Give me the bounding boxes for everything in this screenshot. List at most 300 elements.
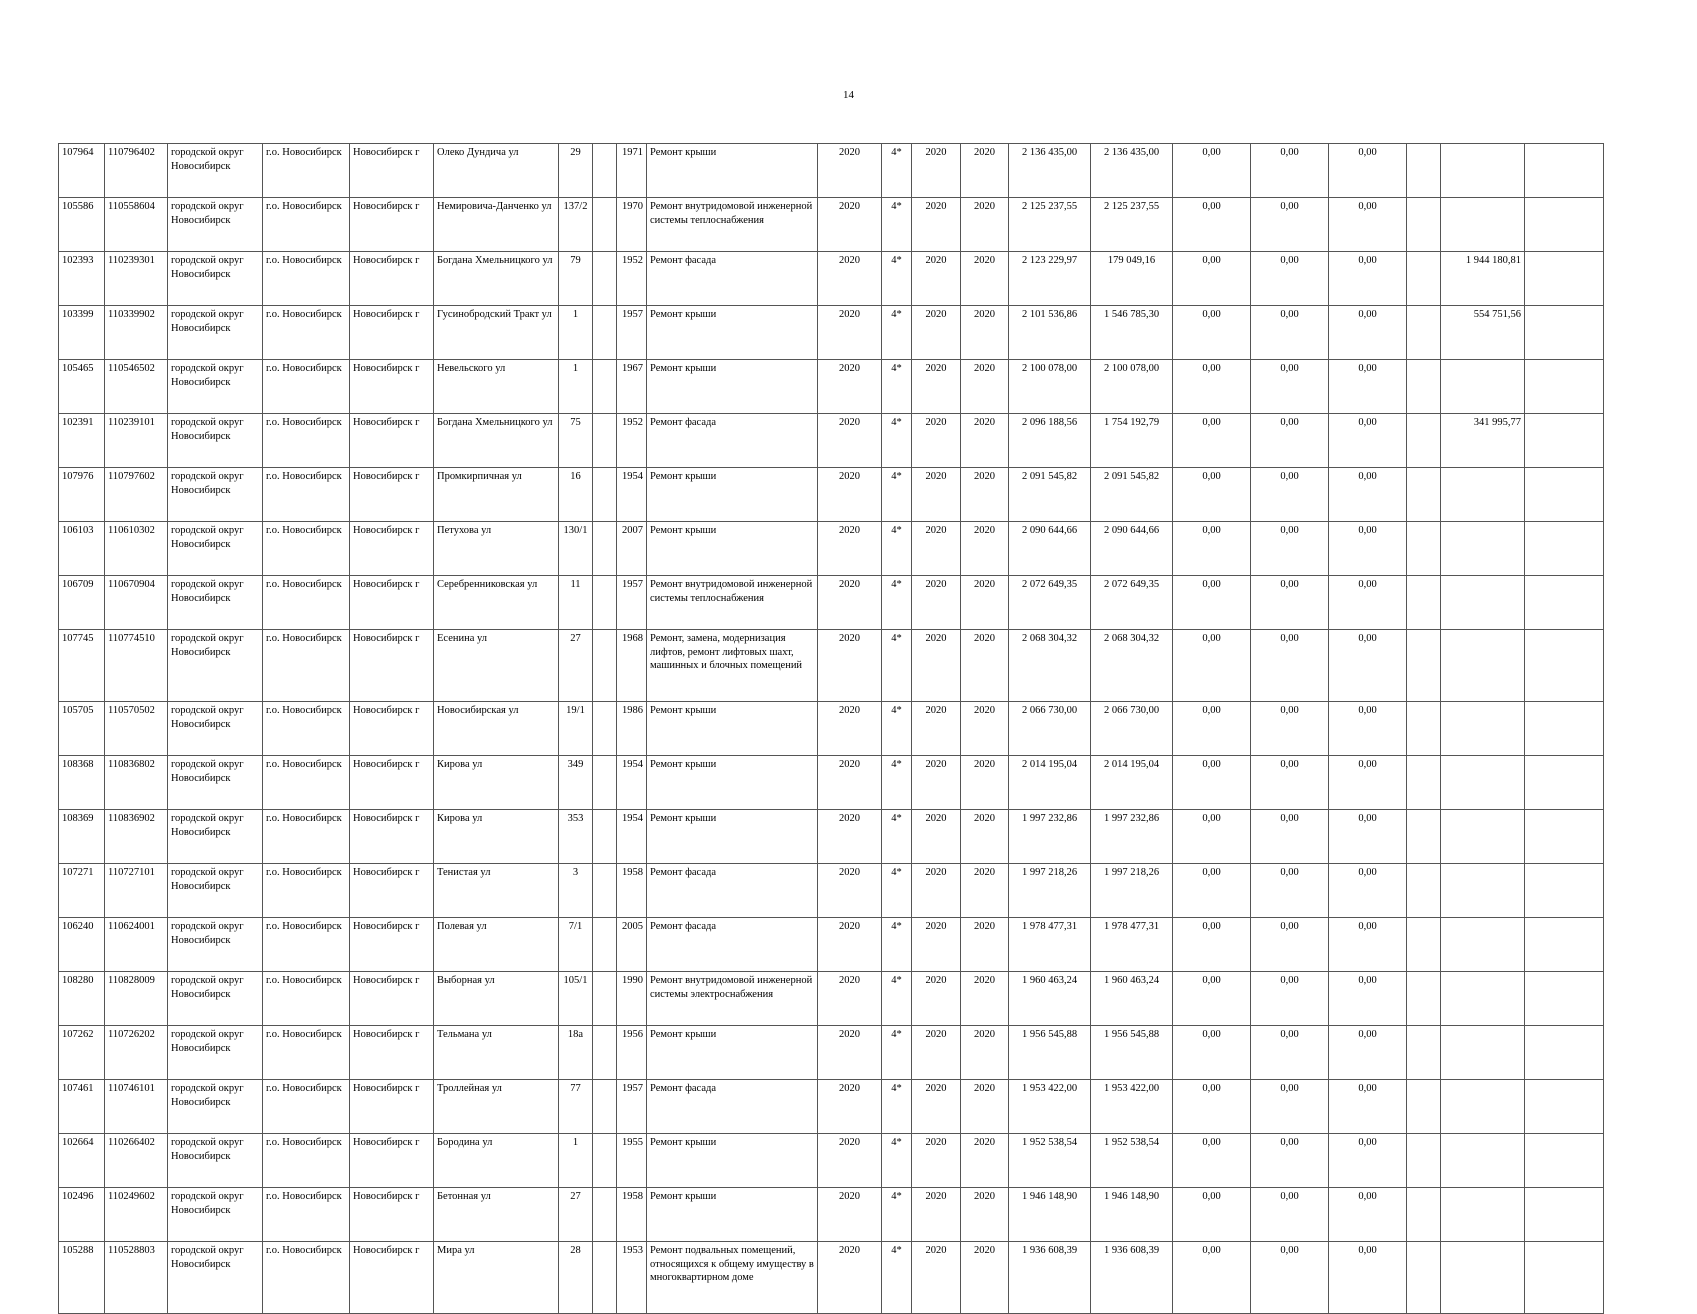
cell-street: Промкирпичная ул — [434, 468, 559, 522]
cell-code: 110774510 — [105, 630, 168, 702]
cell-id: 107964 — [59, 144, 105, 198]
cell-city: Новосибирск г — [350, 468, 434, 522]
cell-street: Троллейная ул — [434, 1080, 559, 1134]
cell-work: Ремонт крыши — [647, 360, 818, 414]
cell-fund: 2 014 195,04 — [1091, 756, 1173, 810]
cell-year-end: 2020 — [961, 144, 1009, 198]
cell-city: Новосибирск г — [350, 864, 434, 918]
cell-city: Новосибирск г — [350, 1080, 434, 1134]
cell-total: 1 936 608,39 — [1009, 1242, 1091, 1314]
cell-municipality: городской округ Новосибирск — [168, 702, 263, 756]
cell-year-built: 1952 — [617, 414, 647, 468]
cell-fund: 1 960 463,24 — [1091, 972, 1173, 1026]
cell-empty — [593, 1134, 617, 1188]
cell-year-start: 2020 — [912, 144, 961, 198]
cell-category: 4* — [882, 468, 912, 522]
cell-extra — [1441, 864, 1525, 918]
cell-v1: 0,00 — [1173, 252, 1251, 306]
cell-year-end: 2020 — [961, 972, 1009, 1026]
cell-year-built: 1958 — [617, 1188, 647, 1242]
cell-code: 110610302 — [105, 522, 168, 576]
cell-work: Ремонт крыши — [647, 1134, 818, 1188]
cell-mo: г.о. Новосибирск — [263, 972, 350, 1026]
cell-id: 106240 — [59, 918, 105, 972]
cell-empty — [593, 144, 617, 198]
cell-municipality: городской округ Новосибирск — [168, 810, 263, 864]
cell-city: Новосибирск г — [350, 918, 434, 972]
cell-city: Новосибирск г — [350, 630, 434, 702]
cell-year-plan: 2020 — [818, 468, 882, 522]
cell-empty — [593, 414, 617, 468]
cell-total: 1 952 538,54 — [1009, 1134, 1091, 1188]
cell-total: 1 946 148,90 — [1009, 1188, 1091, 1242]
cell-municipality: городской округ Новосибирск — [168, 306, 263, 360]
cell-v1: 0,00 — [1173, 1188, 1251, 1242]
cell-empty — [1407, 1134, 1441, 1188]
cell-category: 4* — [882, 864, 912, 918]
cell-extra — [1441, 1080, 1525, 1134]
cell-empty — [593, 360, 617, 414]
cell-v2: 0,00 — [1251, 918, 1329, 972]
cell-municipality: городской округ Новосибирск — [168, 198, 263, 252]
cell-v3: 0,00 — [1329, 810, 1407, 864]
cell-year-end: 2020 — [961, 306, 1009, 360]
cell-total: 2 125 237,55 — [1009, 198, 1091, 252]
cell-v3: 0,00 — [1329, 306, 1407, 360]
cell-street: Мира ул — [434, 1242, 559, 1314]
cell-year-end: 2020 — [961, 630, 1009, 702]
cell-street: Тельмана ул — [434, 1026, 559, 1080]
cell-v3: 0,00 — [1329, 864, 1407, 918]
cell-house: 1 — [559, 1134, 593, 1188]
cell-empty — [1407, 576, 1441, 630]
cell-code: 110239101 — [105, 414, 168, 468]
cell-year-end: 2020 — [961, 576, 1009, 630]
cell-extra — [1441, 1134, 1525, 1188]
cell-id: 106709 — [59, 576, 105, 630]
cell-fund: 179 049,16 — [1091, 252, 1173, 306]
cell-v2: 0,00 — [1251, 1080, 1329, 1134]
cell-empty — [1407, 1026, 1441, 1080]
cell-year-start: 2020 — [912, 630, 961, 702]
cell-code: 110624001 — [105, 918, 168, 972]
cell-city: Новосибирск г — [350, 1134, 434, 1188]
cell-v1: 0,00 — [1173, 468, 1251, 522]
cell-category: 4* — [882, 198, 912, 252]
cell-total: 2 091 545,82 — [1009, 468, 1091, 522]
cell-municipality: городской округ Новосибирск — [168, 864, 263, 918]
cell-house: 1 — [559, 306, 593, 360]
cell-fund: 1 956 545,88 — [1091, 1026, 1173, 1080]
cell-city: Новосибирск г — [350, 1188, 434, 1242]
cell-id: 105586 — [59, 198, 105, 252]
cell-v3: 0,00 — [1329, 756, 1407, 810]
cell-extra — [1441, 522, 1525, 576]
cell-municipality: городской округ Новосибирск — [168, 1026, 263, 1080]
cell-year-end: 2020 — [961, 252, 1009, 306]
cell-street: Олеко Дундича ул — [434, 144, 559, 198]
cell-total: 2 136 435,00 — [1009, 144, 1091, 198]
cell-category: 4* — [882, 1080, 912, 1134]
cell-total: 1 978 477,31 — [1009, 918, 1091, 972]
cell-v1: 0,00 — [1173, 198, 1251, 252]
cell-empty — [1525, 144, 1604, 198]
cell-empty — [1407, 810, 1441, 864]
cell-year-end: 2020 — [961, 702, 1009, 756]
table-row — [59, 1134, 1604, 1188]
cell-empty — [593, 522, 617, 576]
cell-year-start: 2020 — [912, 198, 961, 252]
cell-empty — [1407, 918, 1441, 972]
cell-year-built: 1955 — [617, 1134, 647, 1188]
cell-year-plan: 2020 — [818, 630, 882, 702]
cell-category: 4* — [882, 144, 912, 198]
cell-empty — [1525, 918, 1604, 972]
cell-v3: 0,00 — [1329, 522, 1407, 576]
cell-id: 105288 — [59, 1242, 105, 1314]
cell-city: Новосибирск г — [350, 756, 434, 810]
cell-fund: 2 125 237,55 — [1091, 198, 1173, 252]
cell-id: 105465 — [59, 360, 105, 414]
cell-mo: г.о. Новосибирск — [263, 702, 350, 756]
cell-v1: 0,00 — [1173, 414, 1251, 468]
cell-year-plan: 2020 — [818, 360, 882, 414]
cell-house: 79 — [559, 252, 593, 306]
cell-extra — [1441, 810, 1525, 864]
cell-empty — [1407, 1080, 1441, 1134]
cell-v3: 0,00 — [1329, 198, 1407, 252]
cell-empty — [1407, 756, 1441, 810]
cell-empty — [1407, 252, 1441, 306]
cell-year-built: 2007 — [617, 522, 647, 576]
cell-v1: 0,00 — [1173, 306, 1251, 360]
cell-total: 2 096 188,56 — [1009, 414, 1091, 468]
cell-year-plan: 2020 — [818, 144, 882, 198]
cell-code: 110836802 — [105, 756, 168, 810]
cell-extra — [1441, 576, 1525, 630]
cell-id: 102391 — [59, 414, 105, 468]
cell-code: 110828009 — [105, 972, 168, 1026]
table-row — [59, 756, 1604, 810]
cell-category: 4* — [882, 756, 912, 810]
cell-v2: 0,00 — [1251, 306, 1329, 360]
cell-house: 1 — [559, 360, 593, 414]
cell-year-built: 1953 — [617, 1242, 647, 1314]
cell-id: 107271 — [59, 864, 105, 918]
cell-municipality: городской округ Новосибирск — [168, 468, 263, 522]
cell-year-end: 2020 — [961, 414, 1009, 468]
cell-year-start: 2020 — [912, 1188, 961, 1242]
cell-extra — [1441, 468, 1525, 522]
cell-empty — [1525, 1026, 1604, 1080]
cell-year-end: 2020 — [961, 810, 1009, 864]
cell-year-end: 2020 — [961, 1134, 1009, 1188]
cell-empty — [593, 702, 617, 756]
cell-v3: 0,00 — [1329, 1134, 1407, 1188]
cell-empty — [1407, 1188, 1441, 1242]
cell-extra — [1441, 198, 1525, 252]
cell-work: Ремонт крыши — [647, 144, 818, 198]
cell-empty — [1525, 414, 1604, 468]
cell-v1: 0,00 — [1173, 1242, 1251, 1314]
table-row — [59, 198, 1604, 252]
cell-code: 110727101 — [105, 864, 168, 918]
table-row — [59, 468, 1604, 522]
cell-city: Новосибирск г — [350, 198, 434, 252]
cell-id: 103399 — [59, 306, 105, 360]
cell-v3: 0,00 — [1329, 360, 1407, 414]
cell-code: 110339902 — [105, 306, 168, 360]
table-row — [59, 1026, 1604, 1080]
cell-v3: 0,00 — [1329, 468, 1407, 522]
cell-id: 107976 — [59, 468, 105, 522]
cell-v1: 0,00 — [1173, 522, 1251, 576]
cell-mo: г.о. Новосибирск — [263, 360, 350, 414]
cell-extra — [1441, 1188, 1525, 1242]
cell-code: 110239301 — [105, 252, 168, 306]
cell-fund: 1 997 218,26 — [1091, 864, 1173, 918]
cell-fund: 2 090 644,66 — [1091, 522, 1173, 576]
cell-v1: 0,00 — [1173, 1134, 1251, 1188]
cell-year-start: 2020 — [912, 810, 961, 864]
cell-year-built: 1954 — [617, 468, 647, 522]
table-row — [59, 864, 1604, 918]
cell-empty — [1407, 468, 1441, 522]
cell-empty — [1525, 198, 1604, 252]
cell-empty — [593, 468, 617, 522]
cell-year-plan: 2020 — [818, 306, 882, 360]
cell-house: 137/2 — [559, 198, 593, 252]
cell-empty — [1525, 306, 1604, 360]
cell-year-built: 1990 — [617, 972, 647, 1026]
cell-category: 4* — [882, 918, 912, 972]
cell-v2: 0,00 — [1251, 576, 1329, 630]
cell-total: 1 956 545,88 — [1009, 1026, 1091, 1080]
cell-v1: 0,00 — [1173, 702, 1251, 756]
cell-year-built: 1957 — [617, 576, 647, 630]
cell-work: Ремонт фасада — [647, 918, 818, 972]
cell-empty — [1525, 702, 1604, 756]
cell-category: 4* — [882, 252, 912, 306]
cell-year-end: 2020 — [961, 468, 1009, 522]
cell-year-start: 2020 — [912, 702, 961, 756]
cell-city: Новосибирск г — [350, 414, 434, 468]
cell-year-built: 1956 — [617, 1026, 647, 1080]
cell-year-start: 2020 — [912, 252, 961, 306]
cell-municipality: городской округ Новосибирск — [168, 972, 263, 1026]
cell-extra — [1441, 1242, 1525, 1314]
table-row — [59, 1242, 1604, 1314]
cell-year-end: 2020 — [961, 198, 1009, 252]
cell-mo: г.о. Новосибирск — [263, 1026, 350, 1080]
cell-v3: 0,00 — [1329, 702, 1407, 756]
cell-category: 4* — [882, 522, 912, 576]
cell-total: 2 072 649,35 — [1009, 576, 1091, 630]
cell-extra — [1441, 756, 1525, 810]
cell-empty — [1525, 468, 1604, 522]
cell-year-start: 2020 — [912, 360, 961, 414]
cell-empty — [593, 1080, 617, 1134]
cell-year-built: 1986 — [617, 702, 647, 756]
cell-street: Тенистая ул — [434, 864, 559, 918]
cell-empty — [1407, 702, 1441, 756]
cell-street: Богдана Хмельницкого ул — [434, 252, 559, 306]
table-row — [59, 918, 1604, 972]
cell-category: 4* — [882, 414, 912, 468]
cell-municipality: городской округ Новосибирск — [168, 522, 263, 576]
cell-year-start: 2020 — [912, 1026, 961, 1080]
cell-code: 110249602 — [105, 1188, 168, 1242]
cell-code: 110670904 — [105, 576, 168, 630]
cell-v1: 0,00 — [1173, 630, 1251, 702]
cell-empty — [1525, 522, 1604, 576]
cell-city: Новосибирск г — [350, 1026, 434, 1080]
cell-total: 2 066 730,00 — [1009, 702, 1091, 756]
cell-work: Ремонт крыши — [647, 1188, 818, 1242]
cell-v2: 0,00 — [1251, 414, 1329, 468]
cell-empty — [1407, 1242, 1441, 1314]
cell-empty — [1407, 522, 1441, 576]
cell-id: 102496 — [59, 1188, 105, 1242]
cell-v2: 0,00 — [1251, 972, 1329, 1026]
cell-v1: 0,00 — [1173, 756, 1251, 810]
cell-fund: 2 091 545,82 — [1091, 468, 1173, 522]
cell-work: Ремонт внутридомовой инженерной системы теплоснабжения — [647, 576, 818, 630]
cell-municipality: городской округ Новосибирск — [168, 1188, 263, 1242]
cell-code: 110266402 — [105, 1134, 168, 1188]
cell-year-built: 1957 — [617, 306, 647, 360]
table-row — [59, 144, 1604, 198]
cell-year-end: 2020 — [961, 1026, 1009, 1080]
cell-category: 4* — [882, 306, 912, 360]
cell-fund: 1 953 422,00 — [1091, 1080, 1173, 1134]
cell-v2: 0,00 — [1251, 1188, 1329, 1242]
cell-extra — [1441, 360, 1525, 414]
table-row — [59, 1188, 1604, 1242]
cell-house: 349 — [559, 756, 593, 810]
cell-fund: 1 754 192,79 — [1091, 414, 1173, 468]
cell-code: 110836902 — [105, 810, 168, 864]
cell-empty — [1407, 198, 1441, 252]
cell-year-built: 1954 — [617, 756, 647, 810]
cell-empty — [1407, 144, 1441, 198]
cell-street: Полевая ул — [434, 918, 559, 972]
cell-mo: г.о. Новосибирск — [263, 198, 350, 252]
cell-year-plan: 2020 — [818, 1134, 882, 1188]
capital-repair-table — [58, 143, 1604, 1314]
cell-house: 77 — [559, 1080, 593, 1134]
page-number: 14 — [843, 89, 854, 101]
cell-year-plan: 2020 — [818, 972, 882, 1026]
cell-v1: 0,00 — [1173, 576, 1251, 630]
cell-house: 27 — [559, 1188, 593, 1242]
cell-year-plan: 2020 — [818, 756, 882, 810]
cell-empty — [593, 198, 617, 252]
cell-fund: 1 936 608,39 — [1091, 1242, 1173, 1314]
cell-work: Ремонт крыши — [647, 306, 818, 360]
cell-empty — [1525, 756, 1604, 810]
cell-empty — [1407, 972, 1441, 1026]
cell-total: 1 997 218,26 — [1009, 864, 1091, 918]
cell-municipality: городской округ Новосибирск — [168, 360, 263, 414]
cell-empty — [593, 864, 617, 918]
table-row — [59, 360, 1604, 414]
cell-year-end: 2020 — [961, 756, 1009, 810]
cell-year-end: 2020 — [961, 1080, 1009, 1134]
table-row — [59, 306, 1604, 360]
table-row — [59, 576, 1604, 630]
cell-v2: 0,00 — [1251, 468, 1329, 522]
cell-v2: 0,00 — [1251, 810, 1329, 864]
cell-house: 16 — [559, 468, 593, 522]
cell-work: Ремонт крыши — [647, 810, 818, 864]
cell-empty — [593, 252, 617, 306]
cell-municipality: городской округ Новосибирск — [168, 756, 263, 810]
cell-v2: 0,00 — [1251, 252, 1329, 306]
cell-mo: г.о. Новосибирск — [263, 1242, 350, 1314]
cell-total: 2 014 195,04 — [1009, 756, 1091, 810]
cell-year-start: 2020 — [912, 918, 961, 972]
cell-year-start: 2020 — [912, 1134, 961, 1188]
cell-code: 110797602 — [105, 468, 168, 522]
cell-v1: 0,00 — [1173, 360, 1251, 414]
cell-street: Есенина ул — [434, 630, 559, 702]
cell-fund: 2 100 078,00 — [1091, 360, 1173, 414]
cell-street: Немировича-Данченко ул — [434, 198, 559, 252]
cell-category: 4* — [882, 972, 912, 1026]
cell-municipality: городской округ Новосибирск — [168, 630, 263, 702]
cell-city: Новосибирск г — [350, 972, 434, 1026]
cell-id: 107461 — [59, 1080, 105, 1134]
cell-fund: 2 136 435,00 — [1091, 144, 1173, 198]
cell-empty — [593, 1188, 617, 1242]
cell-city: Новосибирск г — [350, 1242, 434, 1314]
cell-street: Гусинобродский Тракт ул — [434, 306, 559, 360]
cell-mo: г.о. Новосибирск — [263, 306, 350, 360]
cell-category: 4* — [882, 630, 912, 702]
cell-work: Ремонт внутридомовой инженерной системы электроснабжения — [647, 972, 818, 1026]
cell-year-plan: 2020 — [818, 702, 882, 756]
cell-year-start: 2020 — [912, 576, 961, 630]
cell-code: 110746101 — [105, 1080, 168, 1134]
cell-id: 105705 — [59, 702, 105, 756]
table-row — [59, 414, 1604, 468]
cell-v2: 0,00 — [1251, 360, 1329, 414]
cell-street: Выборная ул — [434, 972, 559, 1026]
cell-v1: 0,00 — [1173, 864, 1251, 918]
cell-year-built: 2005 — [617, 918, 647, 972]
cell-year-built: 1970 — [617, 198, 647, 252]
cell-house: 18а — [559, 1026, 593, 1080]
cell-year-start: 2020 — [912, 1080, 961, 1134]
cell-v2: 0,00 — [1251, 1134, 1329, 1188]
cell-id: 102393 — [59, 252, 105, 306]
cell-year-plan: 2020 — [818, 1242, 882, 1314]
cell-empty — [1525, 1242, 1604, 1314]
cell-year-end: 2020 — [961, 918, 1009, 972]
cell-v3: 0,00 — [1329, 576, 1407, 630]
cell-v2: 0,00 — [1251, 1026, 1329, 1080]
cell-city: Новосибирск г — [350, 522, 434, 576]
cell-fund: 1 978 477,31 — [1091, 918, 1173, 972]
cell-mo: г.о. Новосибирск — [263, 144, 350, 198]
cell-city: Новосибирск г — [350, 702, 434, 756]
cell-mo: г.о. Новосибирск — [263, 864, 350, 918]
cell-mo: г.о. Новосибирск — [263, 1134, 350, 1188]
cell-year-plan: 2020 — [818, 810, 882, 864]
table-row — [59, 1080, 1604, 1134]
cell-total: 1 997 232,86 — [1009, 810, 1091, 864]
